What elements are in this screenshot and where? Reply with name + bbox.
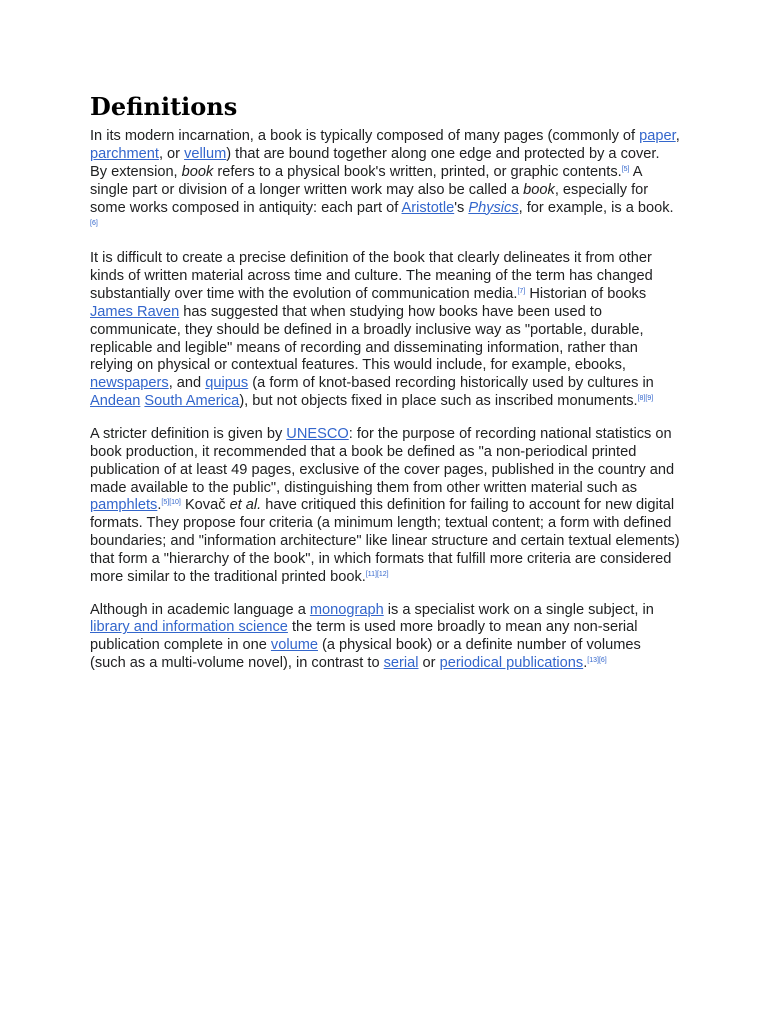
text: : for the purpose of recording national statistics on book production, it recommended that a book be defined as "a non-periodical printed publication of at least 49 pages, exclusive of the cover pages, published in the country and made available to the public", distinguishing them from other written material such as — [90, 425, 675, 496]
citation-9[interactable]: [9] — [645, 395, 654, 403]
text: Historian of books — [525, 285, 647, 302]
text: is a specialist work on a single subject, in — [383, 601, 654, 618]
paragraph-monograph — [90, 602, 680, 674]
text: , for example, is a book. — [518, 199, 674, 216]
text: 's — [454, 199, 469, 216]
link-library-and-information-science[interactable]: library and information science — [90, 619, 288, 636]
link-periodical-publications[interactable]: periodical publications — [439, 655, 584, 672]
text: A stricter definition is given by — [90, 425, 287, 442]
text: (a form of knot-based recording historically used by cultures in — [248, 375, 654, 392]
paragraph-definition — [90, 128, 680, 235]
link-quipus[interactable]: quipus — [205, 375, 249, 392]
citation-6[interactable]: [6] — [598, 657, 607, 665]
link-paper[interactable]: paper — [639, 128, 676, 144]
link-monograph[interactable]: monograph — [309, 601, 384, 618]
citation-5[interactable]: [5] — [621, 165, 630, 173]
link-physics[interactable]: Physics — [468, 199, 519, 216]
text: A single part or division of a longer written work may also be called a — [90, 163, 642, 198]
link-volume[interactable]: volume — [270, 637, 318, 654]
citation-6[interactable]: [6] — [90, 219, 98, 227]
text: , especially for some works composed in antiquity: each part of — [90, 181, 649, 216]
citation-13[interactable]: [13] — [587, 657, 599, 665]
text: has suggested that when studying how books have been used to communicate, they should be defined in a broadly inclusive way as "portable, durable, replicable and legible" means of recording and disseminating information, rather than relying on physical or contextual features. This would include, for example, ebooks, — [90, 303, 644, 374]
text: have critiqued this definition for failing to account for new digital formats. They propose four criteria (a minimum length; textual content; a form with defined boundaries; and "information architecture" like linear structure and certain textual elements) that form a "hierarchy of the book", in which formats that fulfill more criteria are considered more similar to the traditional printed book. — [90, 497, 680, 586]
italic-et-al: et al. — [229, 497, 262, 514]
citation-10[interactable]: [10] — [169, 499, 181, 507]
link-serial[interactable]: serial — [383, 655, 419, 672]
text: , or — [158, 145, 185, 162]
text: Kovač — [180, 497, 230, 514]
citation-11[interactable]: [11] — [365, 571, 377, 579]
link-south-america[interactable]: South America — [144, 393, 240, 410]
link-parchment[interactable]: parchment — [90, 145, 159, 162]
text: (a physical book) or a definite number of volumes (such as a multi-volume novel), in contrast to — [90, 637, 641, 672]
text: It is difficult to create a precise definition of the book that clearly delineates it from other kinds of written material across time and culture. The meaning of the term has changed substantially over time with the evolution of communication media. — [90, 250, 653, 302]
text: ), but not objects fixed in place such as inscribed monuments. — [239, 393, 638, 410]
text: ) that are bound together along one edge and protected by a cover. By extension, — [90, 145, 660, 180]
link-newspapers[interactable]: newspapers — [90, 375, 169, 392]
italic-term-book: book — [523, 181, 555, 198]
citation-12[interactable]: [12] — [376, 571, 389, 579]
link-andean[interactable]: Andean — [90, 393, 141, 410]
text: , — [675, 128, 680, 144]
text: or — [418, 655, 440, 672]
article-section — [90, 91, 680, 688]
citation-8[interactable]: [8] — [637, 395, 646, 403]
text: , and — [168, 375, 206, 392]
text: the term is used more broadly to mean any non-serial publication complete in one — [90, 619, 638, 654]
text: . — [157, 497, 162, 514]
italic-term-book: book — [181, 163, 214, 180]
link-unesco[interactable]: UNESCO — [286, 425, 349, 442]
citation-5[interactable]: [5] — [161, 499, 170, 507]
text: . — [583, 655, 588, 672]
text: Although in academic language a — [90, 601, 310, 618]
link-james-raven[interactable]: James Raven — [90, 303, 180, 320]
citation-7[interactable]: [7] — [517, 287, 526, 295]
text: refers to a physical book's written, printed, or graphic contents. — [213, 163, 622, 180]
text: In its modern incarnation, a book is typically composed of many pages (commonly of — [90, 128, 640, 144]
link-pamphlets[interactable]: pamphlets — [90, 497, 158, 514]
section-heading: Definitions — [90, 92, 238, 121]
paragraph-difficulty — [90, 250, 680, 411]
link-vellum[interactable]: vellum — [184, 145, 227, 162]
paragraph-unesco — [90, 426, 680, 587]
link-aristotle[interactable]: Aristotle — [401, 199, 455, 216]
